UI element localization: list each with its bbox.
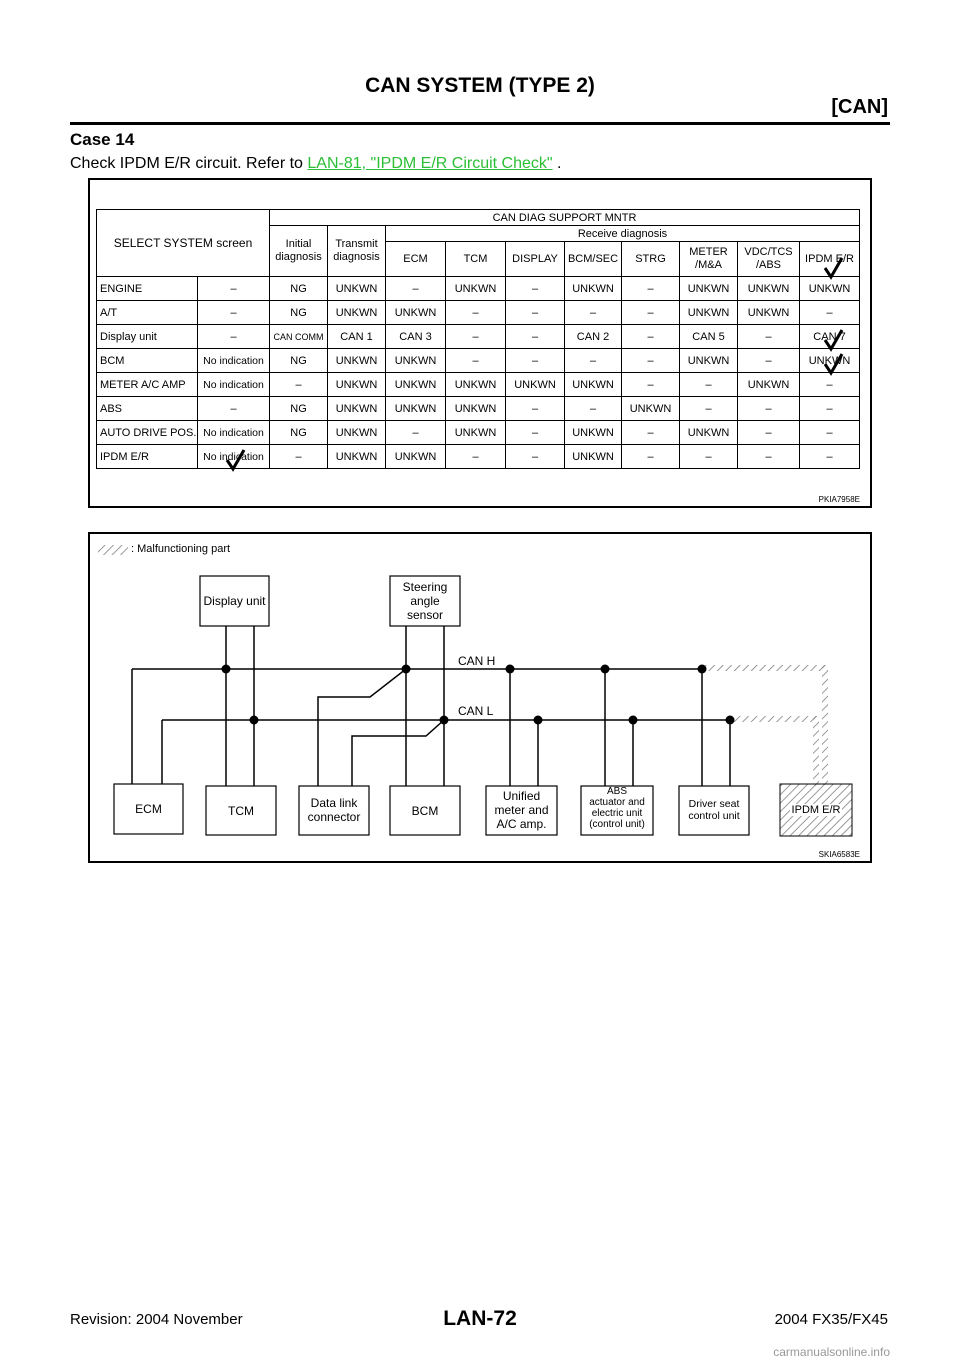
table-row [97,373,860,397]
table-cell: – [680,445,738,469]
transmit-label-2: diagnosis [333,251,380,263]
steering-label-2: angle [410,594,440,608]
receive-diagnosis-header: Receive diagnosis [386,226,860,242]
table-cell: – [506,397,565,421]
can-l-label: CAN L [458,704,494,718]
table-cell: UNKWN [738,277,800,301]
row-label: A/T [97,301,198,325]
ecm-box: ECM [135,802,162,816]
table-cell: – [738,421,800,445]
data-link-connector-box [299,796,369,824]
table-cell: – [506,301,565,325]
table-cell: – [198,325,270,349]
table-cell: – [622,277,680,301]
table-cell: NG [270,397,328,421]
figure-code: PKIA7958E [818,495,860,504]
table-row [97,421,860,445]
malfunction-can-h [700,665,828,671]
table-cell: – [622,325,680,349]
table-cell: UNKWN [565,373,622,397]
receive-col-header: METER /M&A [680,242,738,277]
check-mark-icon [822,256,844,280]
meter-label-1: Unified [502,789,541,803]
table-cell: – [800,397,860,421]
receive-col-header: BCM/SEC [565,242,622,277]
malfunction-can-l [727,716,819,722]
table-cell: – [622,349,680,373]
table-row [97,325,860,349]
driver-seat-box [679,798,749,822]
legend-hatch-swatch [98,545,128,555]
reference-link[interactable]: LAN-81, "IPDM E/R Circuit Check" [307,155,553,172]
dlc-label-2: connector [307,810,361,824]
table-cell: UNKWN [622,397,680,421]
receive-col-header: STRG [622,242,680,277]
table-cell: No indication [198,445,270,469]
table-cell: No indication [198,373,270,397]
unified-meter-box [486,789,557,831]
page-title: CAN SYSTEM (TYPE 2) [365,74,595,97]
initial-label-2: diagnosis [275,251,322,263]
table-cell: – [386,277,446,301]
table-cell: UNKWN [328,277,386,301]
table-cell: – [270,445,328,469]
table-cell: CAN 2 [565,325,622,349]
table-cell: – [680,373,738,397]
table-cell: CAN COMM [270,325,328,349]
case-title: Case 14 [70,130,135,149]
check-mark-icon [822,352,844,376]
ipdm-er-box [780,784,852,836]
instruction-suffix: . [552,155,562,172]
figure-code: SKIA6583E [818,850,860,859]
row-label: Display unit [97,325,198,349]
revision-text: Revision: 2004 November [70,1311,243,1328]
transmit-diagnosis-header [328,226,386,277]
table-cell: UNKWN [386,301,446,325]
abs-label-1: ABS [606,786,627,797]
table-cell: No indication [198,349,270,373]
table-cell: UNKWN [328,301,386,325]
steering-label-3: sensor [406,608,444,622]
table-cell: UNKWN [680,277,738,301]
table-cell: UNKWN [565,277,622,301]
table-cell: UNKWN [446,421,506,445]
table-cell: NG [270,349,328,373]
receive-col-header: DISPLAY [506,242,565,277]
can-diag-header: CAN DIAG SUPPORT MNTR [270,210,860,226]
table-cell: NG [270,277,328,301]
table-cell: – [622,445,680,469]
abs-label-2: actuator and [589,797,645,808]
dlc-label-1: Data link [310,796,358,810]
table-cell: CAN 3 [386,325,446,349]
table-cell: CAN 1 [328,325,386,349]
table-cell: UNKWN [800,349,860,373]
table-cell: – [738,445,800,469]
model-text: 2004 FX35/FX45 [774,1311,888,1328]
table-cell: NG [270,421,328,445]
section-tag: [CAN] [831,96,888,118]
receive-col-header: VDC/TCS /ABS [738,242,800,277]
check-mark-icon [822,328,844,352]
table-cell: UNKWN [386,445,446,469]
table-cell: – [198,397,270,421]
table-cell: UNKWN [680,421,738,445]
table-cell: – [506,277,565,301]
abs-label-3: electric unit [591,808,643,819]
table-cell: UNKWN [565,421,622,445]
table-cell: – [446,301,506,325]
table-row [97,277,860,301]
table-cell: – [622,421,680,445]
table-cell: UNKWN [565,445,622,469]
meter-label-2: meter and [494,803,549,817]
table-cell: UNKWN [446,277,506,301]
instruction-prefix: Check IPDM E/R circuit. Refer to [70,155,308,172]
table-cell: UNKWN [506,373,565,397]
table-cell: – [446,325,506,349]
table-cell: UNKWN [328,373,386,397]
row-label: ENGINE [97,277,198,301]
header-rule [70,122,890,125]
table-cell: – [506,421,565,445]
table-cell: – [800,445,860,469]
driver-label-1: Driver seat [688,798,740,810]
page-number: LAN-72 [443,1307,517,1330]
table-cell: UNKWN [328,397,386,421]
row-label: ABS [97,397,198,421]
table-cell: – [738,349,800,373]
table-row [97,445,860,469]
can-wiring-figure [88,532,872,863]
table-cell: CAN 5 [680,325,738,349]
steering-label-1: Steering [402,580,448,594]
table-cell: UNKWN [738,301,800,325]
malfunction-can-l-drop [813,716,819,786]
steering-sensor-box [390,580,460,622]
receive-col-header: ECM [386,242,446,277]
table-cell: – [270,373,328,397]
table-row [97,349,860,373]
receive-col-header: IPDM E/R [800,242,860,277]
table-cell: – [565,301,622,325]
table-cell: UNKWN [328,349,386,373]
table-cell: – [622,373,680,397]
table-cell: UNKWN [328,421,386,445]
table-cell: – [386,421,446,445]
table-cell: – [506,325,565,349]
table-cell: NG [270,301,328,325]
table-cell: UNKWN [386,373,446,397]
abs-unit-box [581,786,653,830]
table-cell: – [506,445,565,469]
table-cell: – [506,349,565,373]
transmit-label-1: Transmit [335,238,378,250]
watermark: carmanualsonline.info [773,1345,890,1359]
table-row [97,397,860,421]
table-cell: UNKWN [386,397,446,421]
table-cell: – [800,373,860,397]
table-cell: – [446,445,506,469]
driver-label-2: control unit [688,810,740,822]
select-system-header: SELECT SYSTEM screen [97,210,270,277]
row-label: METER A/C AMP [97,373,198,397]
table-cell: UNKWN [680,349,738,373]
table-cell: – [622,301,680,325]
table-cell: – [680,397,738,421]
table-cell: UNKWN [800,277,860,301]
row-label: AUTO DRIVE POS. [97,421,198,445]
table-cell: – [565,397,622,421]
table-cell: CAN 7 [800,325,860,349]
table-cell: – [738,325,800,349]
table-cell: – [738,397,800,421]
row-label: IPDM E/R [97,445,198,469]
table-cell: – [198,277,270,301]
instruction-text [70,155,561,173]
row-label: BCM [97,349,198,373]
initial-diagnosis-header [270,226,328,277]
table-cell: UNKWN [680,301,738,325]
diag-table-figure [88,178,872,508]
receive-col-header: TCM [446,242,506,277]
table-cell: No indication [198,421,270,445]
display-unit-box: Display unit [203,594,266,608]
initial-label-1: Initial [285,238,312,250]
can-h-label: CAN H [458,654,496,668]
meter-label-3: A/C amp. [496,817,547,831]
table-cell: – [198,301,270,325]
table-cell: – [446,349,506,373]
table-cell: UNKWN [386,349,446,373]
abs-label-4: (control unit) [589,819,645,830]
legend-label: : Malfunctioning part [131,543,231,555]
table-cell: – [800,421,860,445]
table-cell: – [565,349,622,373]
malfunction-can-h-drop [822,665,828,785]
table-cell: UNKWN [328,445,386,469]
bcm-box: BCM [411,803,439,818]
table-row [97,301,860,325]
table-cell: UNKWN [446,373,506,397]
table-cell: UNKWN [738,373,800,397]
ipdm-label: IPDM E/R [791,804,841,816]
check-mark-icon [224,448,246,472]
can-diag-table [96,209,860,469]
tcm-box: TCM [228,803,254,818]
table-cell: – [800,301,860,325]
table-cell: UNKWN [446,397,506,421]
